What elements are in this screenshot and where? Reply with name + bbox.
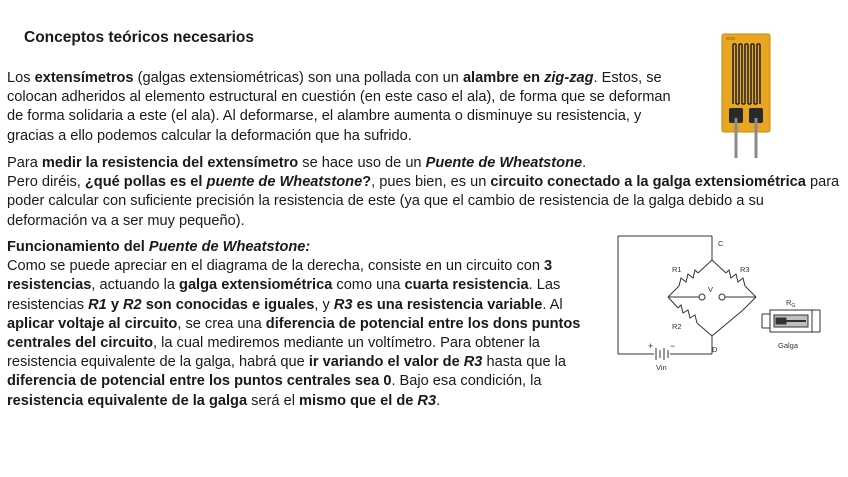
bold-italic-text: Puente de Wheatstone xyxy=(425,155,583,171)
r2-label: R2 xyxy=(672,322,682,331)
bold-text: alambre en xyxy=(462,70,545,86)
paragraph-wheatstone-intro xyxy=(7,154,842,231)
paragraph-wheatstone-operation xyxy=(7,238,597,411)
bold-text: galga extensiométrica xyxy=(179,277,333,294)
text: Pero diréis, xyxy=(7,174,85,191)
bold-text: 3 resistencias xyxy=(7,258,553,294)
bold-text: circuito conectado a la galga extensiométrica xyxy=(490,174,806,191)
bold-text: ¿qué pollas es el xyxy=(84,174,207,191)
wire-r2-bottom xyxy=(697,323,712,336)
resistor-r1 xyxy=(679,270,698,286)
text: , actuando la xyxy=(91,277,180,294)
resistor-r2 xyxy=(678,305,697,323)
text: . xyxy=(582,155,587,171)
rg-main: R xyxy=(786,298,792,307)
minus-label: − xyxy=(670,341,676,351)
galga-pad xyxy=(776,318,786,324)
bold-text: extensímetros xyxy=(34,70,134,86)
wheatstone-bridge-diagram xyxy=(612,232,828,374)
plus-label: + xyxy=(648,341,654,351)
text: Como se puede apreciar en el diagrama de la derecha, consiste en un circuito con xyxy=(7,258,545,275)
r3-label: R3 xyxy=(740,265,750,274)
bold-text: medir la resistencia del extensímetro xyxy=(41,155,299,171)
gauge-mark xyxy=(726,37,735,40)
wire-galga-bottom xyxy=(712,310,743,336)
text: para poder calcular con suficiente precisión la resistencia de este (ya que el cambio de resistencia de la galga debido a su deformación va a ser muy pequeño). xyxy=(7,174,840,229)
rg-label xyxy=(786,298,795,309)
bold-italic-text: R3 xyxy=(463,354,483,371)
text: será el xyxy=(247,392,300,409)
text: . Las resistencias xyxy=(7,277,561,313)
voltmeter-label: V xyxy=(708,285,714,294)
text: , la cual mediremos mediante un voltímetro. Para obtener la resistencia equivalente de la galga, habrá que xyxy=(7,335,540,371)
text: se hace uso de un xyxy=(298,155,426,171)
text: . Bajo esa condición, la xyxy=(391,373,542,390)
bold-italic-text: R2 xyxy=(123,296,142,313)
bold-text: diferencia de potencial entre los puntos centrales sea 0 xyxy=(7,373,392,390)
bold-italic-text: puente de Wheatstone xyxy=(206,174,363,191)
strain-gauge-illustration xyxy=(718,32,774,160)
wire-r3-bottom xyxy=(745,286,756,297)
bold-text: mismo que el de xyxy=(299,392,418,409)
bold-italic-text: R3 xyxy=(417,392,437,409)
bold-text: ir variando el valor de xyxy=(308,354,464,371)
bold-text: Funcionamiento del xyxy=(7,239,149,255)
bold-text: cuarta resistencia xyxy=(404,277,529,294)
node-c-label: C xyxy=(718,239,724,248)
wire-r1-bottom xyxy=(668,286,679,297)
text: como una xyxy=(332,277,405,294)
bold-text: diferencia de potencial entre los dons puntos centrales del circuito xyxy=(7,315,581,352)
bold-italic-text: Puente de Wheatstone: xyxy=(148,239,311,255)
text: Los xyxy=(7,70,35,86)
bold-italic-text: R1 xyxy=(88,296,107,313)
bold-text: y xyxy=(106,296,123,313)
voltmeter-terminal-left xyxy=(699,294,705,300)
rg-sub: G xyxy=(791,303,796,309)
galga-label: Galga xyxy=(778,341,799,350)
vin-label: Vin xyxy=(656,363,667,372)
text: Para xyxy=(7,155,42,171)
bold-text: resistencia equivalente de la galga xyxy=(7,392,248,409)
paragraph-strain-gauges xyxy=(7,69,672,146)
bold-text: ? xyxy=(362,174,372,191)
bold-italic-text: R3 xyxy=(333,296,353,313)
text: . xyxy=(436,392,441,409)
text: . Al xyxy=(542,296,563,313)
section-title: Conceptos teóricos necesarios xyxy=(24,29,254,46)
text: hasta que la xyxy=(482,354,566,371)
wire-galga-top xyxy=(743,297,756,310)
wire-r1-top xyxy=(698,260,712,273)
text: . Estos, se colocan adheridos al elemento estructural en cuestión (en este caso el ala), de forma que se deforman de forma solidaria a este (el ala). Al deformarse, el alambre aumenta o disminuye su resistencia, y gracias a ello podemos calcular la deformación que ha sufrido. xyxy=(7,70,671,144)
bold-text: son conocidas e iguales xyxy=(141,296,315,313)
bold-italic-text: zig-zag xyxy=(544,70,594,86)
bold-text: es una resistencia variable xyxy=(352,296,543,313)
wire-r3-top xyxy=(712,260,726,273)
text: , pues bien, es un xyxy=(371,174,491,191)
node-d-label: D xyxy=(712,345,718,354)
text: (galgas extensiométricas) son una pollada con un xyxy=(133,70,463,86)
wire-r2-top xyxy=(668,297,678,308)
bold-text: aplicar voltaje al circuito xyxy=(7,315,178,332)
voltmeter-terminal-right xyxy=(719,294,725,300)
r1-label: R1 xyxy=(672,265,682,274)
text: , se crea una xyxy=(177,315,266,332)
text: , y xyxy=(314,296,334,313)
